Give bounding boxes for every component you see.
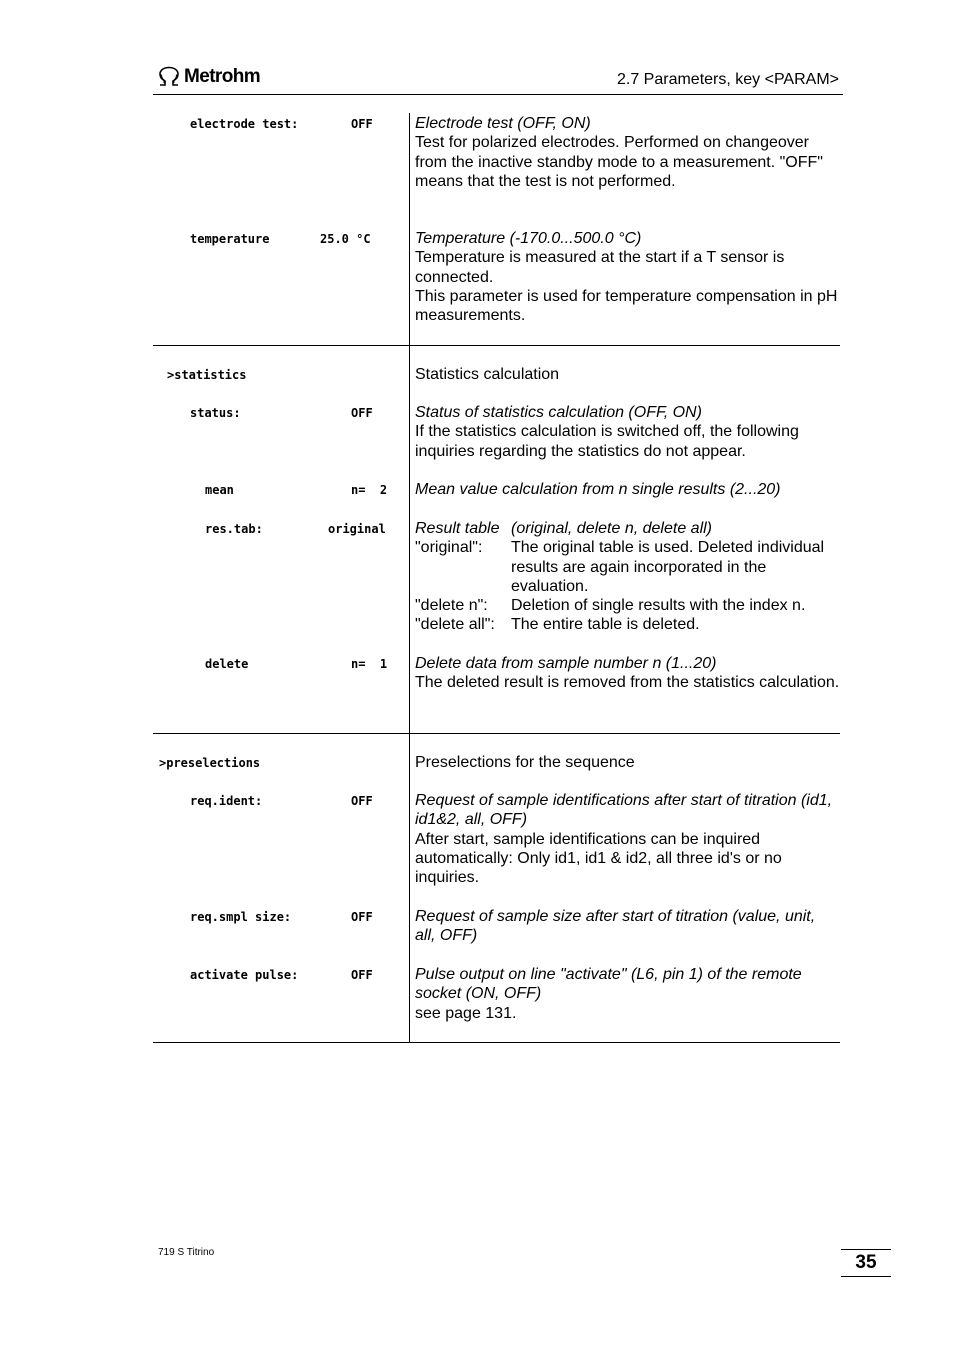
option-text: The entire table is deleted. [511, 616, 700, 634]
group-heading: Preselections for the sequence [415, 754, 635, 771]
param-title: Electrode test (OFF, ON) [415, 115, 591, 132]
param-title [415, 519, 840, 538]
param-value: OFF [351, 117, 373, 131]
param-label: req.ident: [190, 794, 263, 808]
option-key: "original": [415, 539, 483, 557]
result-table-description [415, 519, 840, 635]
option-key: "delete all": [415, 616, 495, 634]
param-text: Test for polarized electrodes. Performed on changeover from the inactive standby mode to a measurement. "OFF" means that the test is not performed. [415, 134, 823, 190]
param-text: This parameter is used for temperature compensation in pH measurements. [415, 287, 838, 325]
param-description [415, 403, 840, 461]
column-divider [409, 734, 410, 1043]
group-label: >statistics [167, 368, 247, 382]
param-title: Status of statistics calculation (OFF, ON) [415, 404, 702, 421]
param-title: Request of sample size after start of titration (value, unit, all, OFF) [415, 908, 816, 945]
option-row [415, 615, 840, 634]
param-description [415, 114, 840, 191]
section-title: 2.7 Parameters, key <PARAM> [616, 71, 839, 88]
param-title: Mean value calculation from n single results (2...20) [415, 481, 781, 498]
param-value: OFF [351, 910, 373, 924]
column-divider [409, 346, 410, 734]
param-label: electrode test: [190, 117, 299, 131]
group-label: >preselections [159, 756, 261, 770]
section-separator [153, 1042, 840, 1043]
param-label: activate pulse: [190, 968, 299, 982]
param-title-name: Result table [415, 520, 500, 537]
option-row [415, 538, 840, 596]
logo-text: Metrohm [184, 66, 261, 87]
param-text: If the statistics calculation is switched off, the following inquiries regarding the statistics do not appear. [415, 423, 799, 460]
param-text: Temperature is measured at the start if a T sensor is connected. [415, 249, 785, 286]
param-text: After start, sample identifications can be inquired automatically: Only id1, id1 & id2, all three id's or no inquiries. [415, 830, 782, 887]
param-description [415, 907, 840, 946]
section-separator [153, 733, 840, 734]
param-value: OFF [351, 794, 373, 808]
page-number: 35 [841, 1249, 891, 1277]
option-text: Deletion of single results with the index n. [511, 597, 806, 615]
group-heading: Statistics calculation [415, 366, 560, 383]
param-label: delete [205, 657, 249, 671]
param-title: Temperature (-170.0...500.0 °C) [415, 230, 642, 247]
option-text: The original table is used. Deleted individual results are again incorporated in the evaluation. [511, 539, 825, 595]
param-label: temperature [190, 232, 270, 246]
param-value: n= 2 [351, 483, 388, 497]
param-title: Delete data from sample number n (1...20) [415, 655, 717, 672]
param-title-range: (original, delete n, delete all) [511, 520, 713, 537]
param-label: req.smpl size: [190, 910, 292, 924]
param-label: mean [205, 483, 234, 497]
param-value: OFF [351, 968, 373, 982]
param-title: Pulse output on line "activate" (L6, pin 1) of the remote socket (ON, OFF) [415, 966, 802, 1003]
section-separator [153, 345, 840, 346]
param-description [415, 654, 840, 693]
param-title: Request of sample identifications after start of titration (id1, id1&2, all, OFF) [415, 792, 833, 829]
param-value: original [328, 522, 386, 536]
param-label: res.tab: [205, 522, 263, 536]
param-description [415, 965, 840, 1023]
param-value: OFF [351, 406, 373, 420]
param-description [415, 480, 840, 499]
column-divider [409, 113, 410, 346]
page-header [153, 64, 843, 95]
footer-model: 719 S Titrino [158, 1247, 215, 1258]
metrohm-logo [157, 66, 260, 88]
option-row [415, 596, 840, 615]
param-description [415, 791, 840, 887]
option-key: "delete n": [415, 597, 488, 615]
param-value: 25.0 °C [320, 232, 371, 246]
param-text: The deleted result is removed from the statistics calculation. [415, 674, 840, 692]
param-text: see page 131. [415, 1004, 517, 1022]
param-description [415, 229, 840, 325]
param-label: status: [190, 406, 241, 420]
omega-logo-icon [157, 66, 181, 88]
param-value: n= 1 [351, 657, 388, 671]
